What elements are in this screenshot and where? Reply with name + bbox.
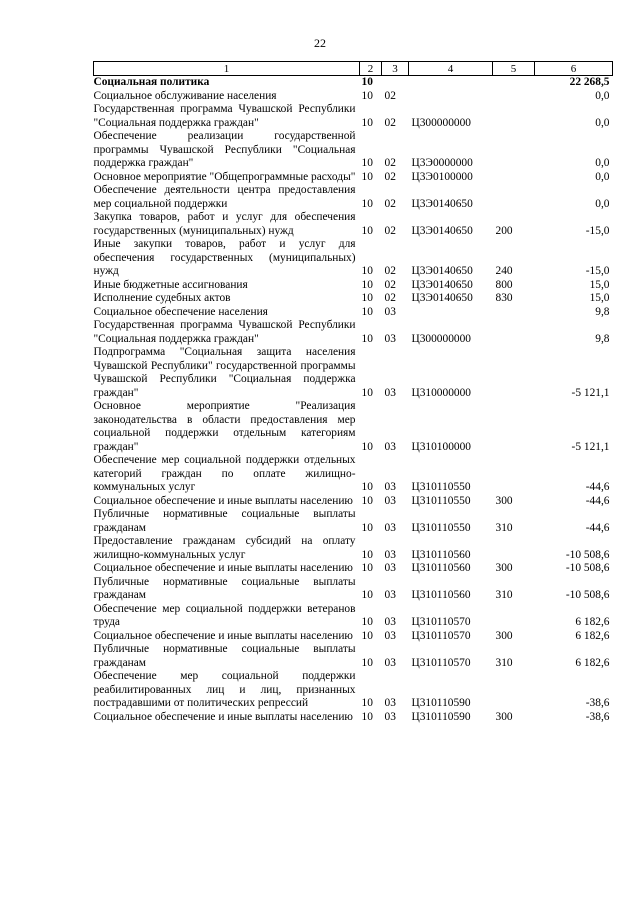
header-row <box>94 62 613 76</box>
row-target-article: Ц3Э0140650 <box>411 278 473 291</box>
row-razdel: 10 <box>361 386 373 399</box>
row-expense-type <box>493 130 535 171</box>
header-cell-pr: 3 <box>382 62 409 76</box>
row-name: Обеспечение мер социальной поддержки отдельных категорий граждан по оплате жилищно-коммунальных услуг <box>93 454 356 493</box>
row-podrazdel: 03 <box>384 521 396 534</box>
row-amount: 0,0 <box>595 89 610 102</box>
table-row <box>94 279 613 293</box>
row-amount: 6 182,6 <box>575 629 610 642</box>
row-amount: -38,6 <box>585 710 610 723</box>
row-razdel: 10 <box>361 265 373 277</box>
row-name: Обеспечение мер социальной поддержки ветеранов труда <box>93 602 356 628</box>
row-name: Подпрограмма "Социальная защита населения Чувашской Республики" государственной программы Чувашской Республики "Социальная поддержка граждан" <box>93 346 356 399</box>
row-podrazdel: 03 <box>384 629 396 642</box>
row-razdel: 10 <box>361 278 373 291</box>
row-amount: -10 508,6 <box>565 589 610 601</box>
row-amount: 9,8 <box>595 332 610 345</box>
row-target-article: Ц310110550 <box>411 481 471 493</box>
row-name: Обеспечение деятельности центра предоставления мер социальной поддержки <box>93 184 356 210</box>
row-name: Социальное обеспечение и иные выплаты населению <box>93 629 353 642</box>
row-target-article: Ц310110560 <box>411 589 471 601</box>
row-target-article: Ц300000000 <box>411 332 471 345</box>
row-expense-type <box>493 319 535 346</box>
row-target-article: Ц310110570 <box>411 629 471 642</box>
row-name: Социальное обслуживание населения <box>93 89 277 102</box>
row-name: Иные бюджетные ассигнования <box>93 278 248 291</box>
row-podrazdel: 03 <box>384 548 396 561</box>
table-row <box>94 76 613 90</box>
row-expense-type: 300 <box>495 562 513 574</box>
row-razdel: 10 <box>361 548 373 561</box>
row-name: Государственная программа Чувашской Республики "Социальная поддержка граждан" <box>93 103 356 129</box>
row-razdel: 10 <box>361 616 373 628</box>
row-amount: -5 121,1 <box>571 440 610 453</box>
row-expense-type: 300 <box>495 494 513 507</box>
row-expense-type <box>493 90 535 104</box>
page-number: 22 <box>314 36 326 50</box>
row-razdel: 10 <box>361 332 373 345</box>
row-expense-type <box>493 400 535 454</box>
table-row <box>94 576 613 603</box>
row-name: Публичные нормативные социальные выплаты гражданам <box>93 508 356 534</box>
table-row <box>94 454 613 495</box>
row-expense-type <box>493 184 535 211</box>
row-name: Социальное обеспечение и иные выплаты населению <box>93 494 353 507</box>
table-row <box>94 211 613 238</box>
row-amount: -5 121,1 <box>571 386 610 399</box>
row-name: Предоставление гражданам субсидий на оплату жилищно-коммунальных услуг <box>93 535 356 561</box>
row-expense-type: 300 <box>495 710 513 723</box>
row-podrazdel: 03 <box>384 616 396 628</box>
table-row <box>94 184 613 211</box>
row-target-article: Ц3Э0000000 <box>411 157 473 169</box>
row-razdel: 10 <box>361 562 373 574</box>
row-razdel: 10 <box>361 521 373 534</box>
row-podrazdel: 03 <box>384 481 396 493</box>
row-name: Обеспечение мер социальной поддержки реабилитированных лиц и лиц, признанных пострадавшими от политических репрессий <box>93 670 356 709</box>
row-razdel: 10 <box>361 89 373 102</box>
row-amount: -10 508,6 <box>565 548 610 561</box>
table-row <box>94 508 613 535</box>
table-row <box>94 130 613 171</box>
row-target-article: Ц310110560 <box>411 548 471 561</box>
row-podrazdel: 03 <box>384 332 396 345</box>
row-razdel: 10 <box>361 157 373 169</box>
row-expense-type <box>493 670 535 711</box>
row-razdel: 10 <box>361 697 373 709</box>
row-amount: -44,6 <box>585 494 610 507</box>
row-amount: -15,0 <box>585 224 610 237</box>
row-target-article: Ц300000000 <box>411 116 471 129</box>
table-row <box>94 171 613 185</box>
row-expense-type: 830 <box>495 292 513 304</box>
row-amount: 22 268,5 <box>569 76 610 88</box>
header-cell-vr: 5 <box>493 62 535 76</box>
row-razdel: 10 <box>361 710 373 723</box>
row-amount: 15,0 <box>589 278 610 291</box>
row-name: Обеспечение реализации государственной программы Чувашской Республики "Социальная поддержка граждан" <box>93 130 356 169</box>
header-cell-name: 1 <box>94 62 360 76</box>
row-podrazdel: 03 <box>384 440 396 453</box>
row-target-article: Ц310110560 <box>411 562 471 574</box>
row-amount: -38,6 <box>585 697 610 709</box>
row-razdel: 10 <box>361 656 373 669</box>
row-name: Иные закупки товаров, работ и услуг для обеспечения государственных (муниципальных) нужд <box>93 238 356 277</box>
row-razdel: 10 <box>361 292 373 304</box>
table-row <box>94 238 613 279</box>
table-body <box>94 76 613 725</box>
table-row <box>94 670 613 711</box>
row-amount: 6 182,6 <box>575 656 610 669</box>
row-expense-type <box>493 171 535 185</box>
row-razdel: 10 <box>361 494 373 507</box>
row-expense-type <box>493 346 535 400</box>
row-amount: -44,6 <box>585 481 610 493</box>
row-podrazdel: 03 <box>384 656 396 669</box>
table-row <box>94 292 613 306</box>
row-expense-type <box>493 535 535 562</box>
row-expense-type: 200 <box>495 224 513 237</box>
row-podrazdel: 03 <box>384 562 396 574</box>
table-row <box>94 562 613 576</box>
row-name: Социальное обеспечение и иные выплаты населению <box>93 710 353 723</box>
row-target-article <box>409 90 493 104</box>
row-razdel: 10 <box>361 589 373 601</box>
row-amount: -10 508,6 <box>565 562 610 574</box>
row-podrazdel <box>382 76 409 90</box>
row-podrazdel: 02 <box>384 197 396 210</box>
row-target-article: Ц310110590 <box>411 710 471 723</box>
row-expense-type: 310 <box>495 656 513 669</box>
row-podrazdel: 02 <box>384 116 396 129</box>
row-podrazdel: 03 <box>384 697 396 709</box>
row-razdel: 10 <box>361 76 373 88</box>
table-row <box>94 535 613 562</box>
row-name: Государственная программа Чувашской Республики "Социальная поддержка граждан" <box>93 319 356 345</box>
row-name: Публичные нормативные социальные выплаты гражданам <box>93 575 356 601</box>
row-target-article: Ц310100000 <box>411 440 471 453</box>
row-name: Основное мероприятие "Общепрограммные расходы" <box>93 170 356 183</box>
row-target-article: Ц310000000 <box>411 386 471 399</box>
row-expense-type: 310 <box>495 589 513 601</box>
row-amount: 6 182,6 <box>575 616 610 628</box>
row-expense-type <box>493 603 535 630</box>
row-podrazdel: 03 <box>384 589 396 601</box>
row-razdel: 10 <box>361 440 373 453</box>
row-target-article: Ц310110570 <box>411 616 471 628</box>
table-row <box>94 603 613 630</box>
row-target-article: Ц3Э0140650 <box>411 265 473 277</box>
row-expense-type: 240 <box>495 265 513 277</box>
row-amount: 0,0 <box>595 116 610 129</box>
row-name: Исполнение судебных актов <box>93 292 231 304</box>
row-razdel: 10 <box>361 116 373 129</box>
row-podrazdel: 02 <box>384 89 396 102</box>
row-amount: 0,0 <box>595 170 610 183</box>
table-row <box>94 346 613 400</box>
row-razdel: 10 <box>361 305 373 318</box>
table-row <box>94 495 613 509</box>
row-podrazdel: 03 <box>384 386 396 399</box>
row-target-article: Ц3Э0140650 <box>411 197 473 210</box>
budget-table <box>93 61 613 724</box>
header-cell-cs: 4 <box>409 62 493 76</box>
row-name: Социальная политика <box>93 76 210 88</box>
row-razdel: 10 <box>361 481 373 493</box>
row-amount: -15,0 <box>585 265 610 277</box>
row-podrazdel: 03 <box>384 710 396 723</box>
row-amount: 0,0 <box>595 197 610 210</box>
row-name: Социальное обеспечение и иные выплаты населению <box>93 562 353 574</box>
row-podrazdel: 02 <box>384 157 396 169</box>
table-row <box>94 711 613 725</box>
row-target-article: Ц310110570 <box>411 656 471 669</box>
row-podrazdel: 02 <box>384 170 396 183</box>
row-podrazdel: 03 <box>384 305 396 318</box>
table-row <box>94 319 613 346</box>
header-cell-sum: 6 <box>535 62 613 76</box>
row-expense-type: 310 <box>495 521 513 534</box>
table-row <box>94 630 613 644</box>
row-razdel: 10 <box>361 629 373 642</box>
row-expense-type: 800 <box>495 278 513 291</box>
row-target-article: Ц310110590 <box>411 697 471 709</box>
row-target-article: Ц310110550 <box>411 521 471 534</box>
row-razdel: 10 <box>361 170 373 183</box>
row-target-article: Ц3Э0140650 <box>411 292 473 304</box>
row-target-article: Ц3Э0140650 <box>411 224 473 237</box>
row-target-article <box>409 306 493 320</box>
row-razdel: 10 <box>361 197 373 210</box>
row-expense-type <box>493 76 535 90</box>
table-row <box>94 643 613 670</box>
row-podrazdel: 03 <box>384 494 396 507</box>
row-podrazdel: 02 <box>384 265 396 277</box>
table-row <box>94 103 613 130</box>
table-row <box>94 306 613 320</box>
table-row <box>94 90 613 104</box>
row-target-article: Ц310110550 <box>411 494 471 507</box>
row-target-article <box>409 76 493 90</box>
row-podrazdel: 02 <box>384 224 396 237</box>
row-razdel: 10 <box>361 224 373 237</box>
row-expense-type: 300 <box>495 629 513 642</box>
row-amount: 0,0 <box>595 157 610 169</box>
row-expense-type <box>493 103 535 130</box>
row-name: Публичные нормативные социальные выплаты гражданам <box>93 643 356 669</box>
row-target-article: Ц3Э0100000 <box>411 170 473 183</box>
row-expense-type <box>493 454 535 495</box>
row-podrazdel: 02 <box>384 292 396 304</box>
row-podrazdel: 02 <box>384 278 396 291</box>
row-name: Социальное обеспечение населения <box>93 305 268 318</box>
row-name: Основное мероприятие "Реализация законодательства в области предоставления мер социальной поддержки отдельным категориям граждан" <box>93 400 356 453</box>
row-amount: 15,0 <box>589 292 610 304</box>
row-amount: 9,8 <box>595 305 610 318</box>
row-amount: -44,6 <box>585 521 610 534</box>
table-header <box>94 62 613 76</box>
header-cell-rz: 2 <box>360 62 382 76</box>
table-row <box>94 400 613 454</box>
row-expense-type <box>493 306 535 320</box>
row-name: Закупка товаров, работ и услуг для обеспечения государственных (муниципальных) нужд <box>93 211 356 237</box>
